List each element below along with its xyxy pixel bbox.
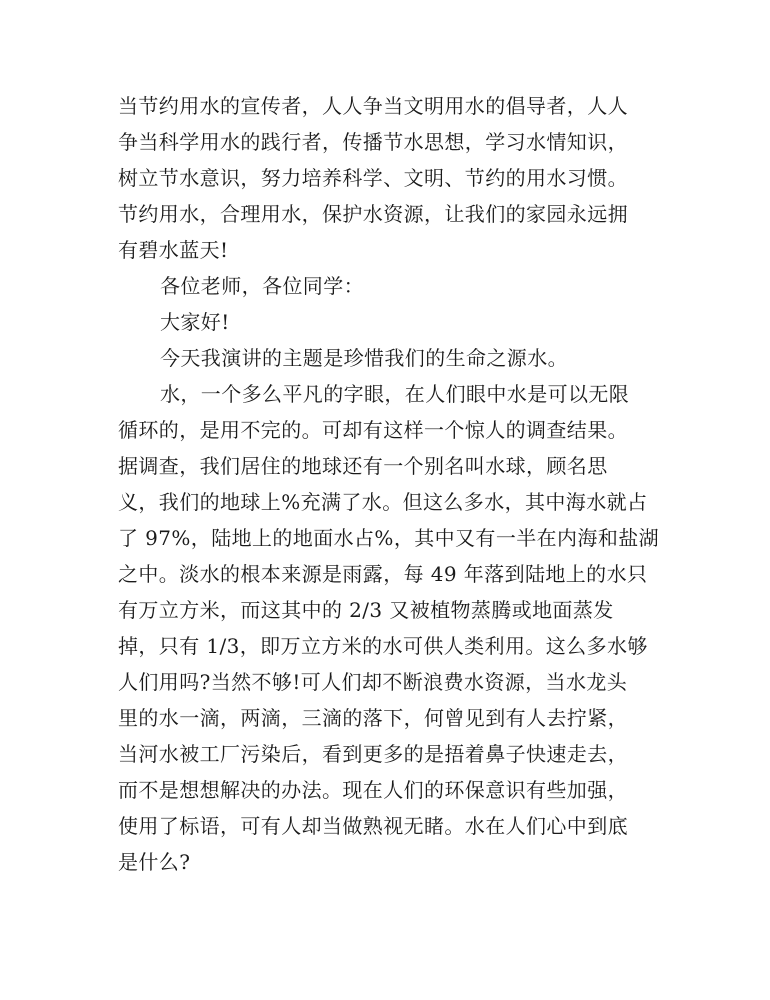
- text-line: 是什么?: [118, 850, 191, 874]
- text-line: 各位老师，各位同学：: [160, 274, 364, 298]
- text-line: 里的水一滴，两滴，三滴的落下，何曾见到有人去拧紧，: [118, 706, 628, 730]
- text-line: 掉，只有 1/3，即万立方米的水可供人类利用。这么多水够: [118, 634, 648, 658]
- text-line: 有万立方米，而这其中的 2/3 又被植物蒸腾或地面蒸发: [118, 598, 614, 622]
- document-body: [118, 88, 678, 880]
- text-line: 今天我演讲的主题是珍惜我们的生命之源水。: [160, 346, 568, 370]
- text-line: 树立节水意识，努力培养科学、文明、节约的用水习惯。: [118, 166, 628, 190]
- text-line: 当节约用水的宣传者，人人争当文明用水的倡导者，人人: [118, 94, 628, 118]
- text-line: 而不是想想解决的办法。现在人们的环保意识有些加强，: [118, 778, 628, 802]
- text-line: 大家好!: [160, 310, 230, 334]
- text-line: 使用了标语，可有人却当做熟视无睹。水在人们心中到底: [118, 814, 628, 838]
- text-line: 了 97%，陆地上的地面水占%，其中又有一半在内海和盐湖: [118, 526, 660, 550]
- text-line: 人们用吗?当然不够!可人们却不断浪费水资源，当水龙头: [118, 670, 628, 694]
- text-line: 据调查，我们居住的地球还有一个别名叫水球，顾名思: [118, 454, 608, 478]
- text-line: 义，我们的地球上%充满了水。但这么多水，其中海水就占: [118, 490, 648, 514]
- text-line: 循环的，是用不完的。可却有这样一个惊人的调查结果。: [118, 418, 628, 442]
- text-line: 节约用水，合理用水，保护水资源，让我们的家园永远拥: [118, 202, 628, 226]
- text-line: 当河水被工厂污染后，看到更多的是捂着鼻子快速走去，: [118, 742, 628, 766]
- text-line: 有碧水蓝天!: [118, 238, 229, 262]
- text-line: 争当科学用水的践行者，传播节水思想，学习水情知识，: [118, 130, 628, 154]
- text-line: 之中。淡水的根本来源是雨露，每 49 年落到陆地上的水只: [118, 562, 648, 586]
- text-line: 水，一个多么平凡的字眼，在人们眼中水是可以无限: [160, 382, 630, 406]
